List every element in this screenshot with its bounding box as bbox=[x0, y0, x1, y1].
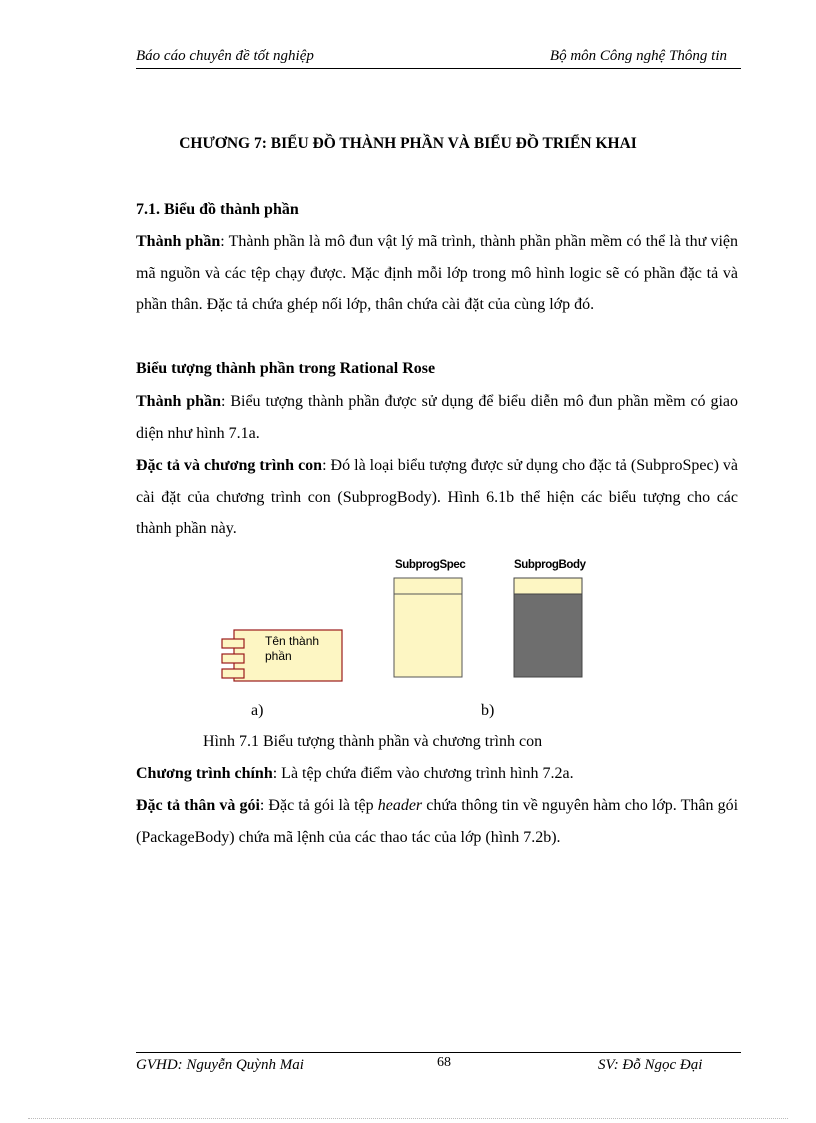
term-chuong-trinh-chinh: Chương trình chính bbox=[136, 765, 273, 782]
figure-caption: Hình 7.1 Biểu tượng thành phần và chương trình con bbox=[203, 733, 543, 750]
figure-label-b: b) bbox=[481, 702, 495, 719]
page-header bbox=[136, 46, 741, 69]
footer-right: SV: Đỗ Ngọc Đại bbox=[598, 1057, 703, 1073]
footer-left: GVHD: Nguyễn Quỳnh Mai bbox=[136, 1057, 304, 1073]
paragraph-component-definition bbox=[136, 226, 738, 321]
paragraph-text: : Biểu tượng thành phần được sử dụng để biểu diễn mô đun phần mềm có giao diện như hình 7.1a. bbox=[136, 393, 739, 442]
subprog-body-label: SubprogBody bbox=[514, 559, 586, 571]
term-thanh-phan: Thành phần bbox=[136, 233, 221, 250]
paragraph-text: : Thành phần là mô đun vật lý mã trình, thành phần phần mềm có thể là thư viện mã nguồn và các tệp chạy được. Mặc định mỗi lớp trong mô hình logic sẽ có phần đặc tả và phần thân. Đặc tả chứa ghép nối lớp, thân chứa cài đặt của cùng lớp đó. bbox=[136, 233, 739, 313]
paragraph-text: : Đó là loại biểu tượng được sử dụng cho đặc tả (SubproSpec) và cài đặt của chương trình con (SubprogBody). Hình 6.1b thể hiện các biểu tượng cho các thành phần này. bbox=[136, 457, 739, 537]
paragraph-component-icon bbox=[136, 386, 738, 449]
subheading-rational-rose bbox=[136, 353, 738, 385]
subheading-text: Biểu tượng thành phần trong Rational Rose bbox=[136, 360, 436, 377]
term-dac-ta: Đặc tả và chương trình con bbox=[136, 457, 323, 474]
subprog-body-icon bbox=[513, 577, 585, 679]
footer-rule bbox=[136, 1052, 741, 1053]
header-left: Báo cáo chuyên đề tốt nghiệp bbox=[136, 48, 314, 64]
term-thanh-phan-2: Thành phần bbox=[136, 393, 221, 410]
subprog-spec-label: SubprogSpec bbox=[395, 559, 466, 571]
component-label: Tên thành phần bbox=[265, 634, 320, 663]
paragraph-text: : Đặc tả gói là tệp bbox=[259, 797, 378, 814]
term-dac-ta-than-goi: Đặc tả thân và gói bbox=[136, 797, 260, 814]
section-title: 7.1. Biểu đồ thành phần bbox=[136, 201, 299, 218]
header-right: Bộ môn Công nghệ Thông tin bbox=[549, 48, 727, 64]
paragraph-spec-subprogram bbox=[136, 450, 738, 545]
chapter-title: CHƯƠNG 7: BIỂU ĐỒ THÀNH PHẦN VÀ BIỂU ĐỒ TRIỂN KHAI bbox=[179, 135, 637, 152]
subprog-spec-icon bbox=[393, 577, 465, 679]
paragraph-text: chứa thông tin về nguyên hàm cho lớp. Thân gói (PackageBody) chứa mã lệnh của các thao tác của lớp (hình 7.2b). bbox=[136, 797, 739, 846]
paragraph-main-program bbox=[136, 758, 738, 790]
paragraph-text: : Là tệp chứa điểm vào chương trình hình 7.2a. bbox=[272, 765, 574, 782]
paragraph-package-spec bbox=[136, 790, 738, 853]
italic-header-word: header bbox=[377, 797, 423, 814]
figure-label-a: a) bbox=[251, 702, 264, 719]
page-bottom-divider bbox=[28, 1118, 788, 1119]
page-number: 68 bbox=[437, 1055, 451, 1070]
